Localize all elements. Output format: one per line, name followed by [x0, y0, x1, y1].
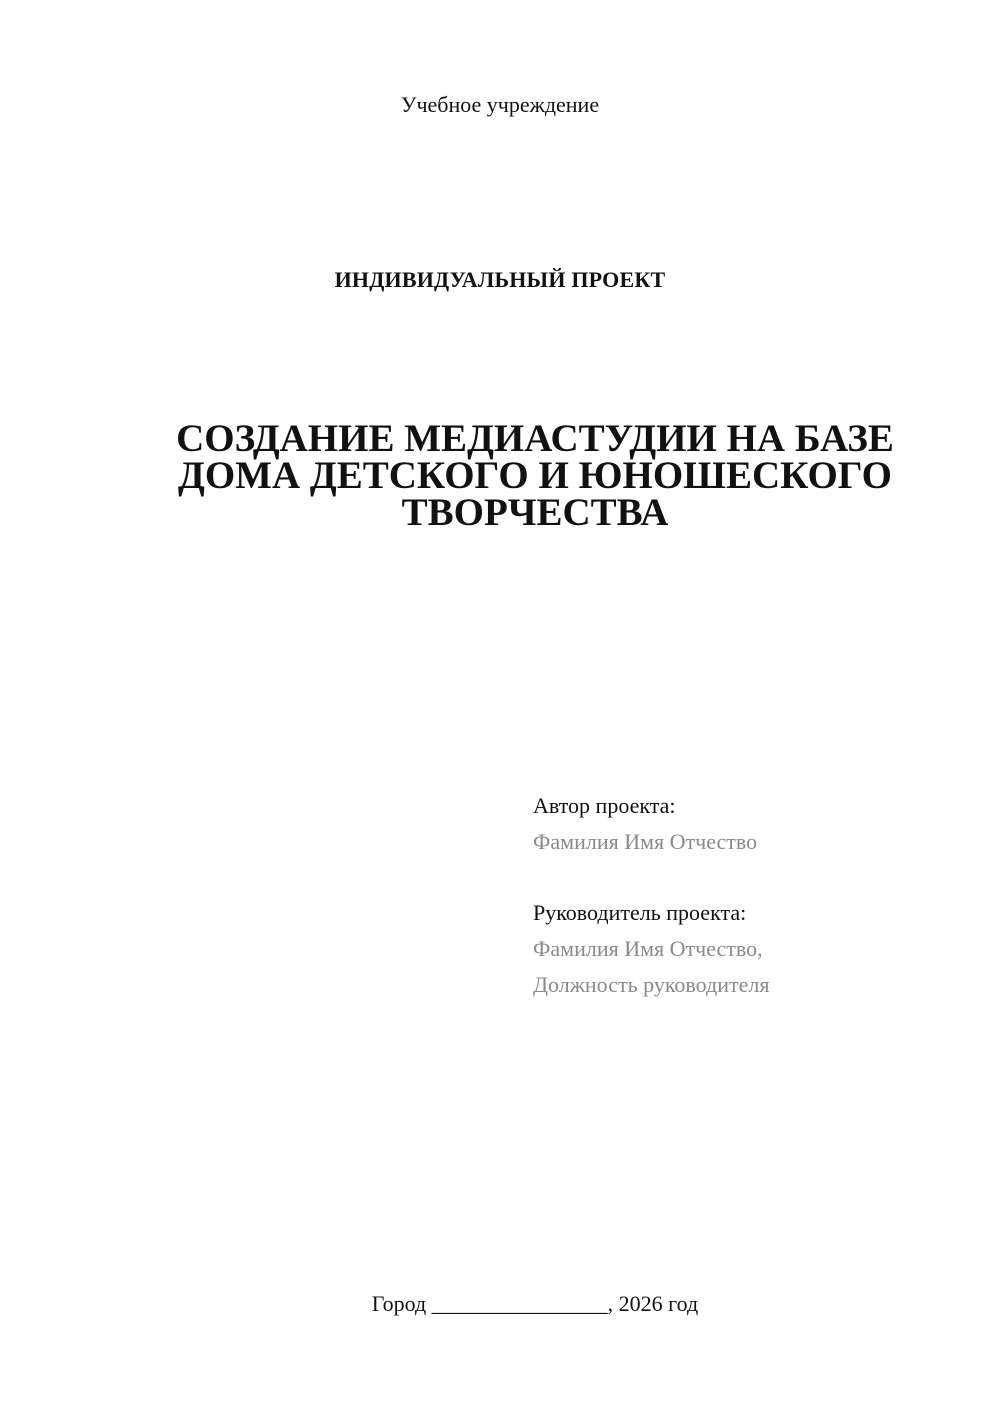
supervisor-name: Фамилия Имя Отчество, [533, 936, 763, 961]
project-title-line-3: ТВОРЧЕСТВА [401, 491, 669, 534]
project-title-line-1: СОЗДАНИЕ МЕДИАСТУДИИ НА БАЗЕ [176, 417, 894, 460]
supervisor-position: Должность руководителя [533, 972, 770, 997]
project-title [150, 417, 920, 534]
author-label: Автор проекта: [533, 793, 676, 818]
credits-block [533, 788, 973, 1003]
institution-name: Учебное учреждение [400, 92, 600, 117]
project-type: ИНДИВИДУАЛЬНЫЙ ПРОЕКТ [334, 267, 666, 292]
city-year-footer: Город ________________, 2026 год [371, 1291, 699, 1316]
supervisor-label: Руководитель проекта: [533, 900, 747, 925]
project-title-line-2: ДОМА ДЕТСКОГО И ЮНОШЕСКОГО [178, 454, 892, 497]
author-name: Фамилия Имя Отчество [533, 829, 758, 854]
